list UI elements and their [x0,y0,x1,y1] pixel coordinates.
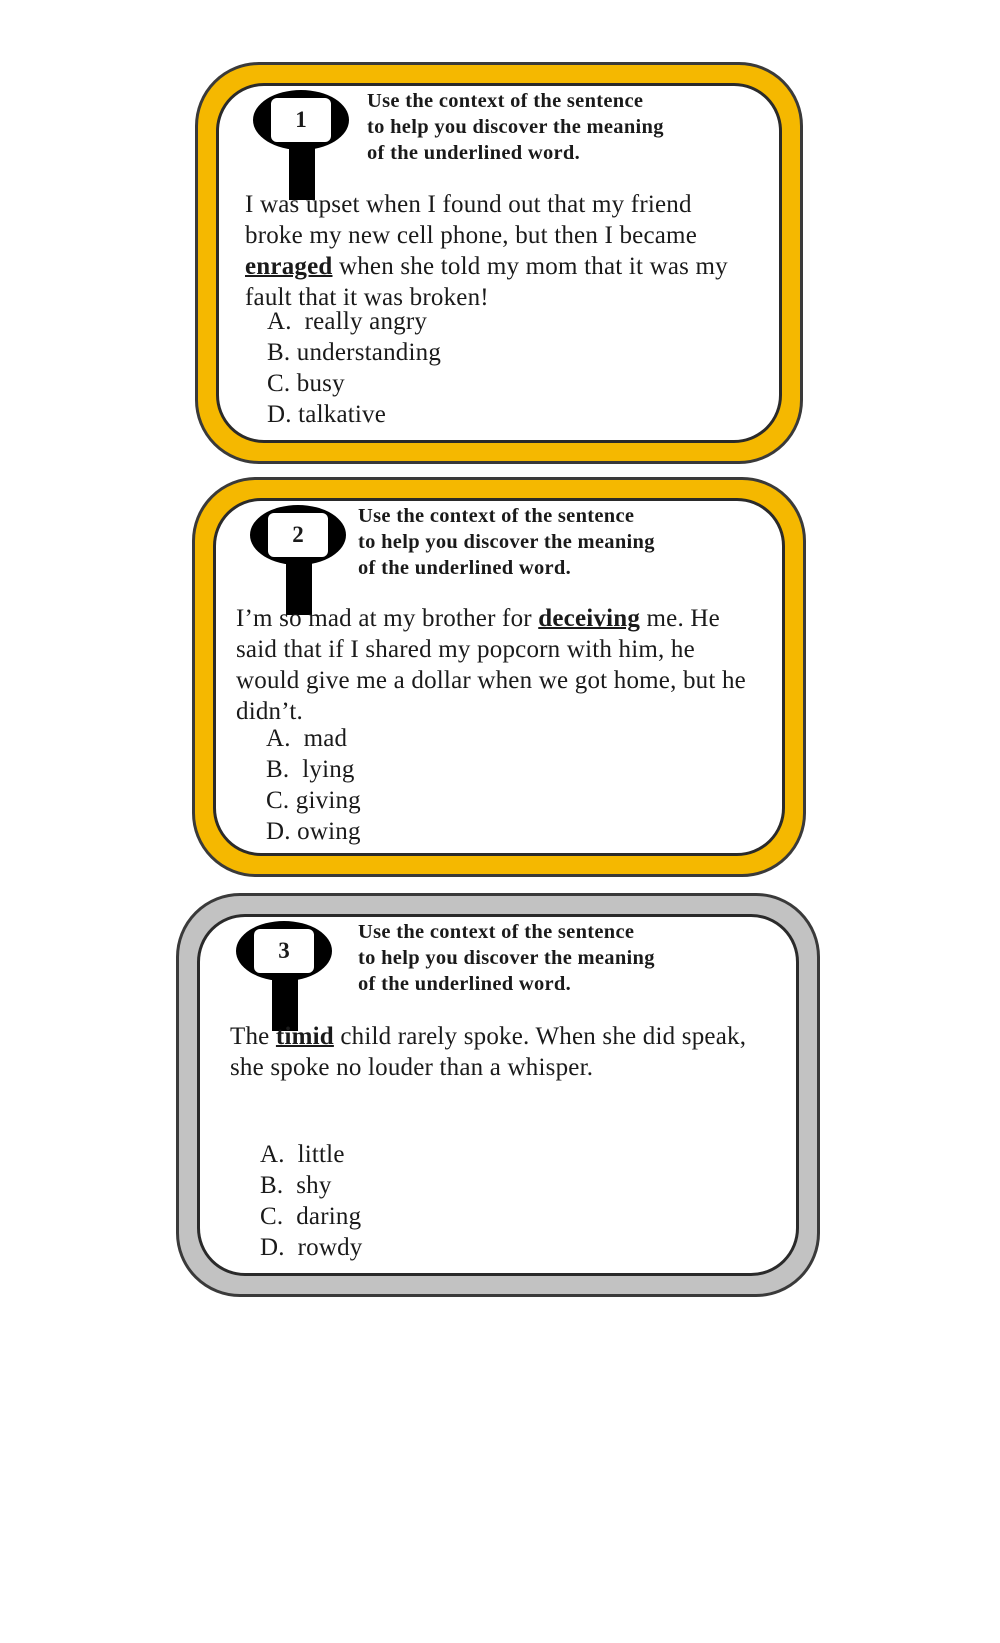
instruction-text: Use the context of the sentence to help you discover the meaning of the underlined word. [358,505,655,579]
number-badge-icon [236,921,334,1031]
option-b[interactable]: B. understanding [267,339,442,366]
card-number: 1 [271,98,331,142]
card-body [213,498,785,856]
answer-options [266,723,361,847]
underlined-word: timid [275,1023,334,1050]
option-b[interactable]: B. shy [260,1172,332,1199]
question-sentence: The timid child rarely spoke. When she did speak, she spoke no louder than a whisper. [230,1023,747,1081]
question-card-1 [195,62,803,464]
card-body [216,83,782,443]
number-badge-icon [250,505,348,615]
option-a[interactable]: A. little [260,1141,345,1168]
card-number: 2 [268,513,328,557]
question-card-3 [176,893,820,1297]
underlined-word: enraged [245,253,333,280]
instruction-text: Use the context of the sentence to help you discover the meaning of the underlined word. [367,90,664,164]
card-body [197,914,799,1276]
underlined-word: deceiving [538,605,641,632]
question-sentence: I was upset when I found out that my friend broke my new cell phone, but then I became enraged when she told my mom that it was my fault that it was broken! [245,191,728,311]
answer-options [260,1139,362,1263]
answer-options [267,306,441,430]
option-c[interactable]: C. giving [266,787,361,814]
option-c[interactable]: C. daring [260,1203,362,1230]
option-b[interactable]: B. lying [266,756,355,783]
option-d[interactable]: D. rowdy [260,1234,363,1261]
option-d[interactable]: D. talkative [267,401,387,428]
question-sentence: I’m so mad at my brother for deceiving me. He said that if I shared my popcorn with him, he would give me a dollar when we got home, but he didn’t. [236,605,746,725]
option-a[interactable]: A. mad [266,725,348,752]
instruction-text: Use the context of the sentence to help you discover the meaning of the underlined word. [358,921,655,995]
number-badge-icon [253,90,351,200]
card-number: 3 [254,929,314,973]
option-d[interactable]: D. owing [266,818,361,845]
option-a[interactable]: A. really angry [267,308,428,335]
question-card-2 [192,477,806,877]
option-c[interactable]: C. busy [267,370,345,397]
